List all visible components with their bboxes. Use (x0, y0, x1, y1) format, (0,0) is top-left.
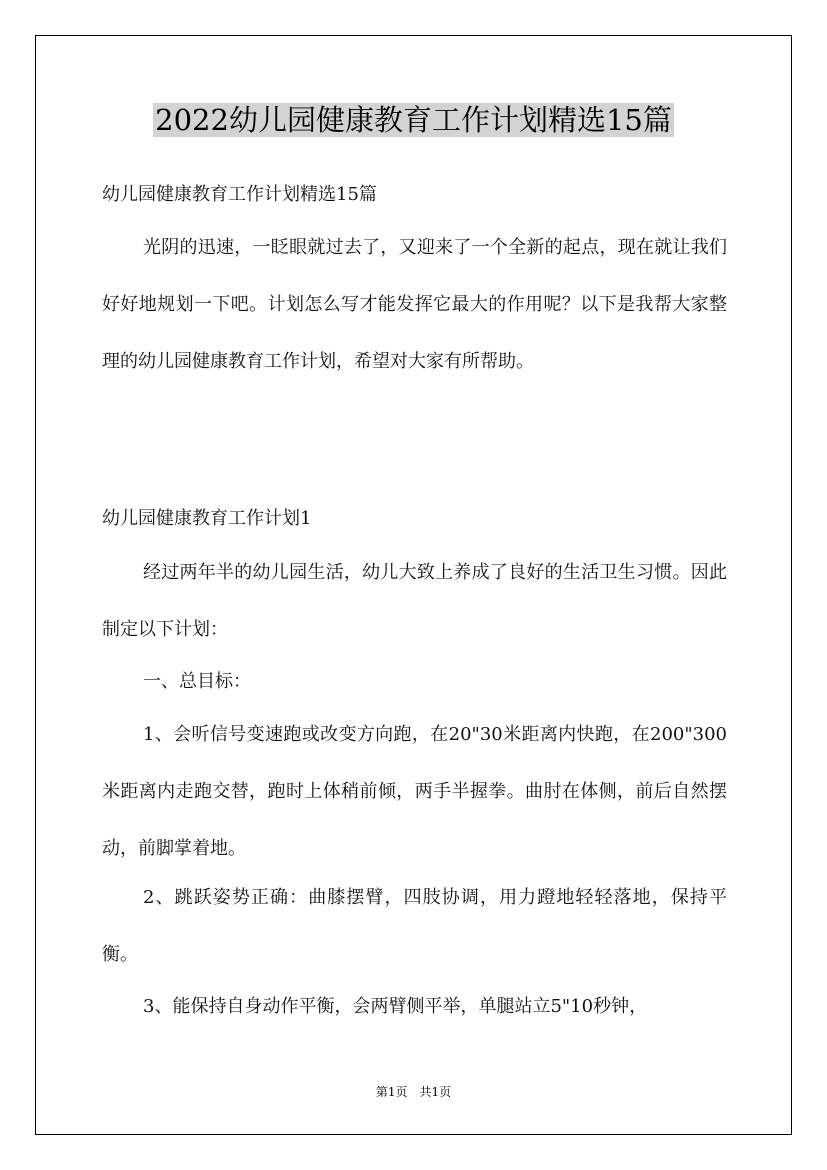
document-title (0, 100, 827, 140)
goal-item-1: 1、会听信号变速跑或改变方向跑，在20"30米距离内快跑，在200"300米距离内走跑交替，跑时上体稍前倾，两手半握拳。曲肘在体侧，前后自然摆动，前脚掌着地。 (102, 724, 727, 859)
goal-heading: 一、总目标： (143, 671, 251, 692)
document-subtitle: 幼儿园健康教育工作计划精选15篇 (102, 184, 377, 205)
intro-paragraph: 光阴的迅速，一眨眼就过去了，又迎来了一个全新的起点，现在就让我们好好地规划一下吧。计划怎么写才能发挥它最大的作用呢？以下是我帮大家整理的幼儿园健康教育工作计划，希望对大家有所帮助。 (102, 237, 727, 372)
goal-item-2: 2、跳跃姿势正确：曲膝摆臂，四肢协调，用力蹬地轻轻落地，保持平衡。 (102, 887, 727, 965)
section1-paragraph: 经过两年半的幼儿园生活，幼儿大致上养成了良好的生活卫生习惯。因此制定以下计划： (102, 562, 727, 640)
page-total: 共1页 (419, 1085, 452, 1099)
page-number: 第1页 (375, 1085, 408, 1099)
page-footer (0, 1084, 827, 1100)
document-title-text: 2022幼儿园健康教育工作计划精选15篇 (155, 103, 672, 137)
goal-item-3: 3、能保持自身动作平衡，会两臂侧平举，单腿站立5"10秒钟， (143, 996, 648, 1017)
section1-heading: 幼儿园健康教育工作计划1 (102, 508, 312, 529)
